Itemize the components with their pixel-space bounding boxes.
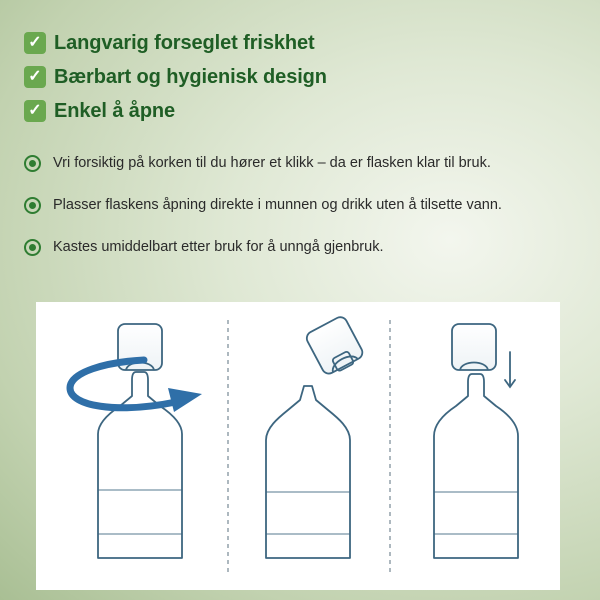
down-arrow-icon <box>505 352 515 387</box>
instruction-text: Vri forsiktig på korken til du hører et klikk – da er flasken klar til bruk. <box>53 155 491 171</box>
feature-item <box>24 26 327 60</box>
radio-bullet-icon <box>24 239 41 256</box>
instruction-text: Kastes umiddelbart etter bruk for å unngå gjenbruk. <box>53 239 384 255</box>
instruction-item <box>24 184 594 226</box>
instruction-item <box>24 142 594 184</box>
illustration-svg <box>36 302 560 590</box>
radio-bullet-icon <box>24 197 41 214</box>
feature-item <box>24 60 327 94</box>
feature-label: Bærbart og hygienisk design <box>54 65 327 88</box>
usage-illustration <box>36 302 560 590</box>
check-icon: ✓ <box>24 66 46 88</box>
check-icon: ✓ <box>24 100 46 122</box>
instruction-item <box>24 226 594 268</box>
radio-bullet-icon <box>24 155 41 172</box>
check-icon: ✓ <box>24 32 46 54</box>
feature-list <box>24 26 327 128</box>
bottle-press-icon <box>434 324 518 558</box>
instruction-list <box>24 142 594 268</box>
feature-label: Enkel å åpne <box>54 99 176 122</box>
feature-item <box>24 94 327 128</box>
instruction-text: Plasser flaskens åpning direkte i munnen og drikk uten å tilsette vann. <box>53 197 502 213</box>
bottle-open-icon <box>266 315 366 558</box>
feature-label: Langvarig forseglet friskhet <box>54 31 315 54</box>
